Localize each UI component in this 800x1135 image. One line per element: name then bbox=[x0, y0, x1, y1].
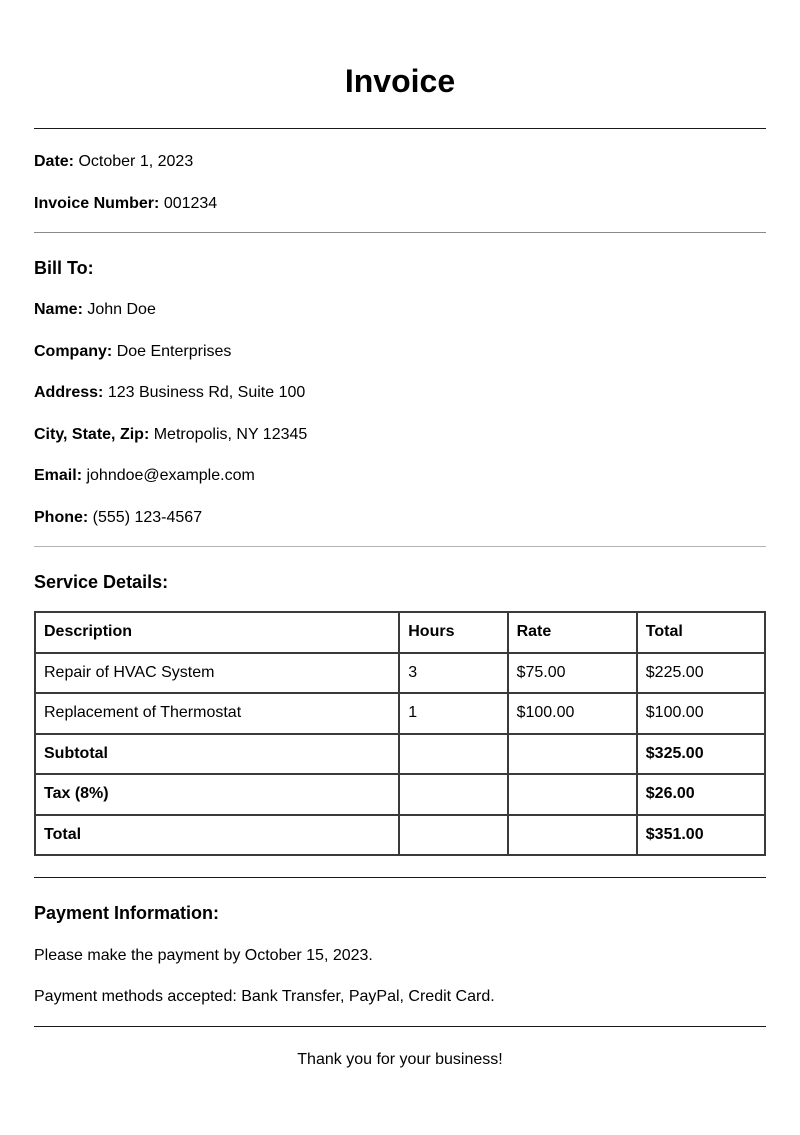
cell-total: $225.00 bbox=[637, 653, 765, 694]
divider bbox=[34, 1026, 766, 1027]
email-label: Email: bbox=[34, 467, 83, 484]
subtotal-value: $325.00 bbox=[637, 734, 765, 775]
total-label: Total bbox=[35, 815, 399, 856]
bill-to-heading: Bill To: bbox=[34, 258, 94, 278]
cell-description: Repair of HVAC System bbox=[35, 653, 399, 694]
subtotal-row bbox=[35, 734, 765, 775]
invoice-page bbox=[34, 0, 766, 1070]
company-value: Doe Enterprises bbox=[116, 343, 232, 360]
invoice-number-value: 001234 bbox=[163, 195, 218, 212]
subtotal-label: Subtotal bbox=[35, 734, 399, 775]
service-details-heading: Service Details: bbox=[34, 572, 169, 592]
name-label: Name: bbox=[34, 301, 83, 318]
cell-description: Replacement of Thermostat bbox=[35, 693, 399, 734]
city-label: City, State, Zip: bbox=[34, 426, 150, 443]
invoice-number-label: Invoice Number: bbox=[34, 195, 160, 212]
phone-value: (555) 123-4567 bbox=[92, 509, 203, 526]
header-total: Total bbox=[637, 612, 765, 653]
bill-to-phone bbox=[34, 508, 766, 528]
header-description: Description bbox=[35, 612, 399, 653]
tax-value: $26.00 bbox=[637, 774, 765, 815]
total-row bbox=[35, 815, 765, 856]
thank-you-note: Thank you for your business! bbox=[297, 1051, 503, 1068]
cell-rate: $75.00 bbox=[508, 653, 637, 694]
cell-total: $100.00 bbox=[637, 693, 765, 734]
header-rate: Rate bbox=[508, 612, 637, 653]
address-label: Address: bbox=[34, 384, 104, 401]
table-row bbox=[35, 653, 765, 694]
payment-methods-text: Payment methods accepted: Bank Transfer, PayPal, Credit Card. bbox=[34, 988, 495, 1005]
page-title: Invoice bbox=[344, 63, 456, 99]
tax-label: Tax (8%) bbox=[35, 774, 399, 815]
bill-to-company bbox=[34, 342, 766, 362]
payment-due-text: Please make the payment by October 15, 2023. bbox=[34, 947, 373, 964]
cell-rate: $100.00 bbox=[508, 693, 637, 734]
divider bbox=[34, 232, 766, 233]
header-hours: Hours bbox=[399, 612, 507, 653]
cell-hours: 1 bbox=[399, 693, 507, 734]
bill-to-city bbox=[34, 425, 766, 445]
name-value: John Doe bbox=[87, 301, 156, 318]
cell-hours: 3 bbox=[399, 653, 507, 694]
invoice-date bbox=[34, 152, 766, 172]
table-header-row bbox=[35, 612, 765, 653]
date-value: October 1, 2023 bbox=[78, 153, 194, 170]
table-row bbox=[35, 693, 765, 734]
company-label: Company: bbox=[34, 343, 113, 360]
cell-empty bbox=[508, 815, 637, 856]
cell-empty bbox=[508, 774, 637, 815]
cell-empty bbox=[399, 815, 507, 856]
divider bbox=[34, 128, 766, 129]
date-label: Date: bbox=[34, 153, 75, 170]
bill-to-email bbox=[34, 466, 766, 486]
cell-empty bbox=[508, 734, 637, 775]
service-table bbox=[34, 611, 766, 856]
tax-row bbox=[35, 774, 765, 815]
cell-empty bbox=[399, 774, 507, 815]
bill-to-name bbox=[34, 300, 766, 320]
payment-heading: Payment Information: bbox=[34, 903, 220, 923]
invoice-number bbox=[34, 194, 766, 214]
bill-to-address bbox=[34, 383, 766, 403]
email-value: johndoe@example.com bbox=[86, 467, 255, 484]
phone-label: Phone: bbox=[34, 509, 89, 526]
cell-empty bbox=[399, 734, 507, 775]
divider bbox=[34, 546, 766, 547]
divider bbox=[34, 877, 766, 878]
address-value: 123 Business Rd, Suite 100 bbox=[107, 384, 306, 401]
total-value: $351.00 bbox=[637, 815, 765, 856]
city-value: Metropolis, NY 12345 bbox=[153, 426, 308, 443]
